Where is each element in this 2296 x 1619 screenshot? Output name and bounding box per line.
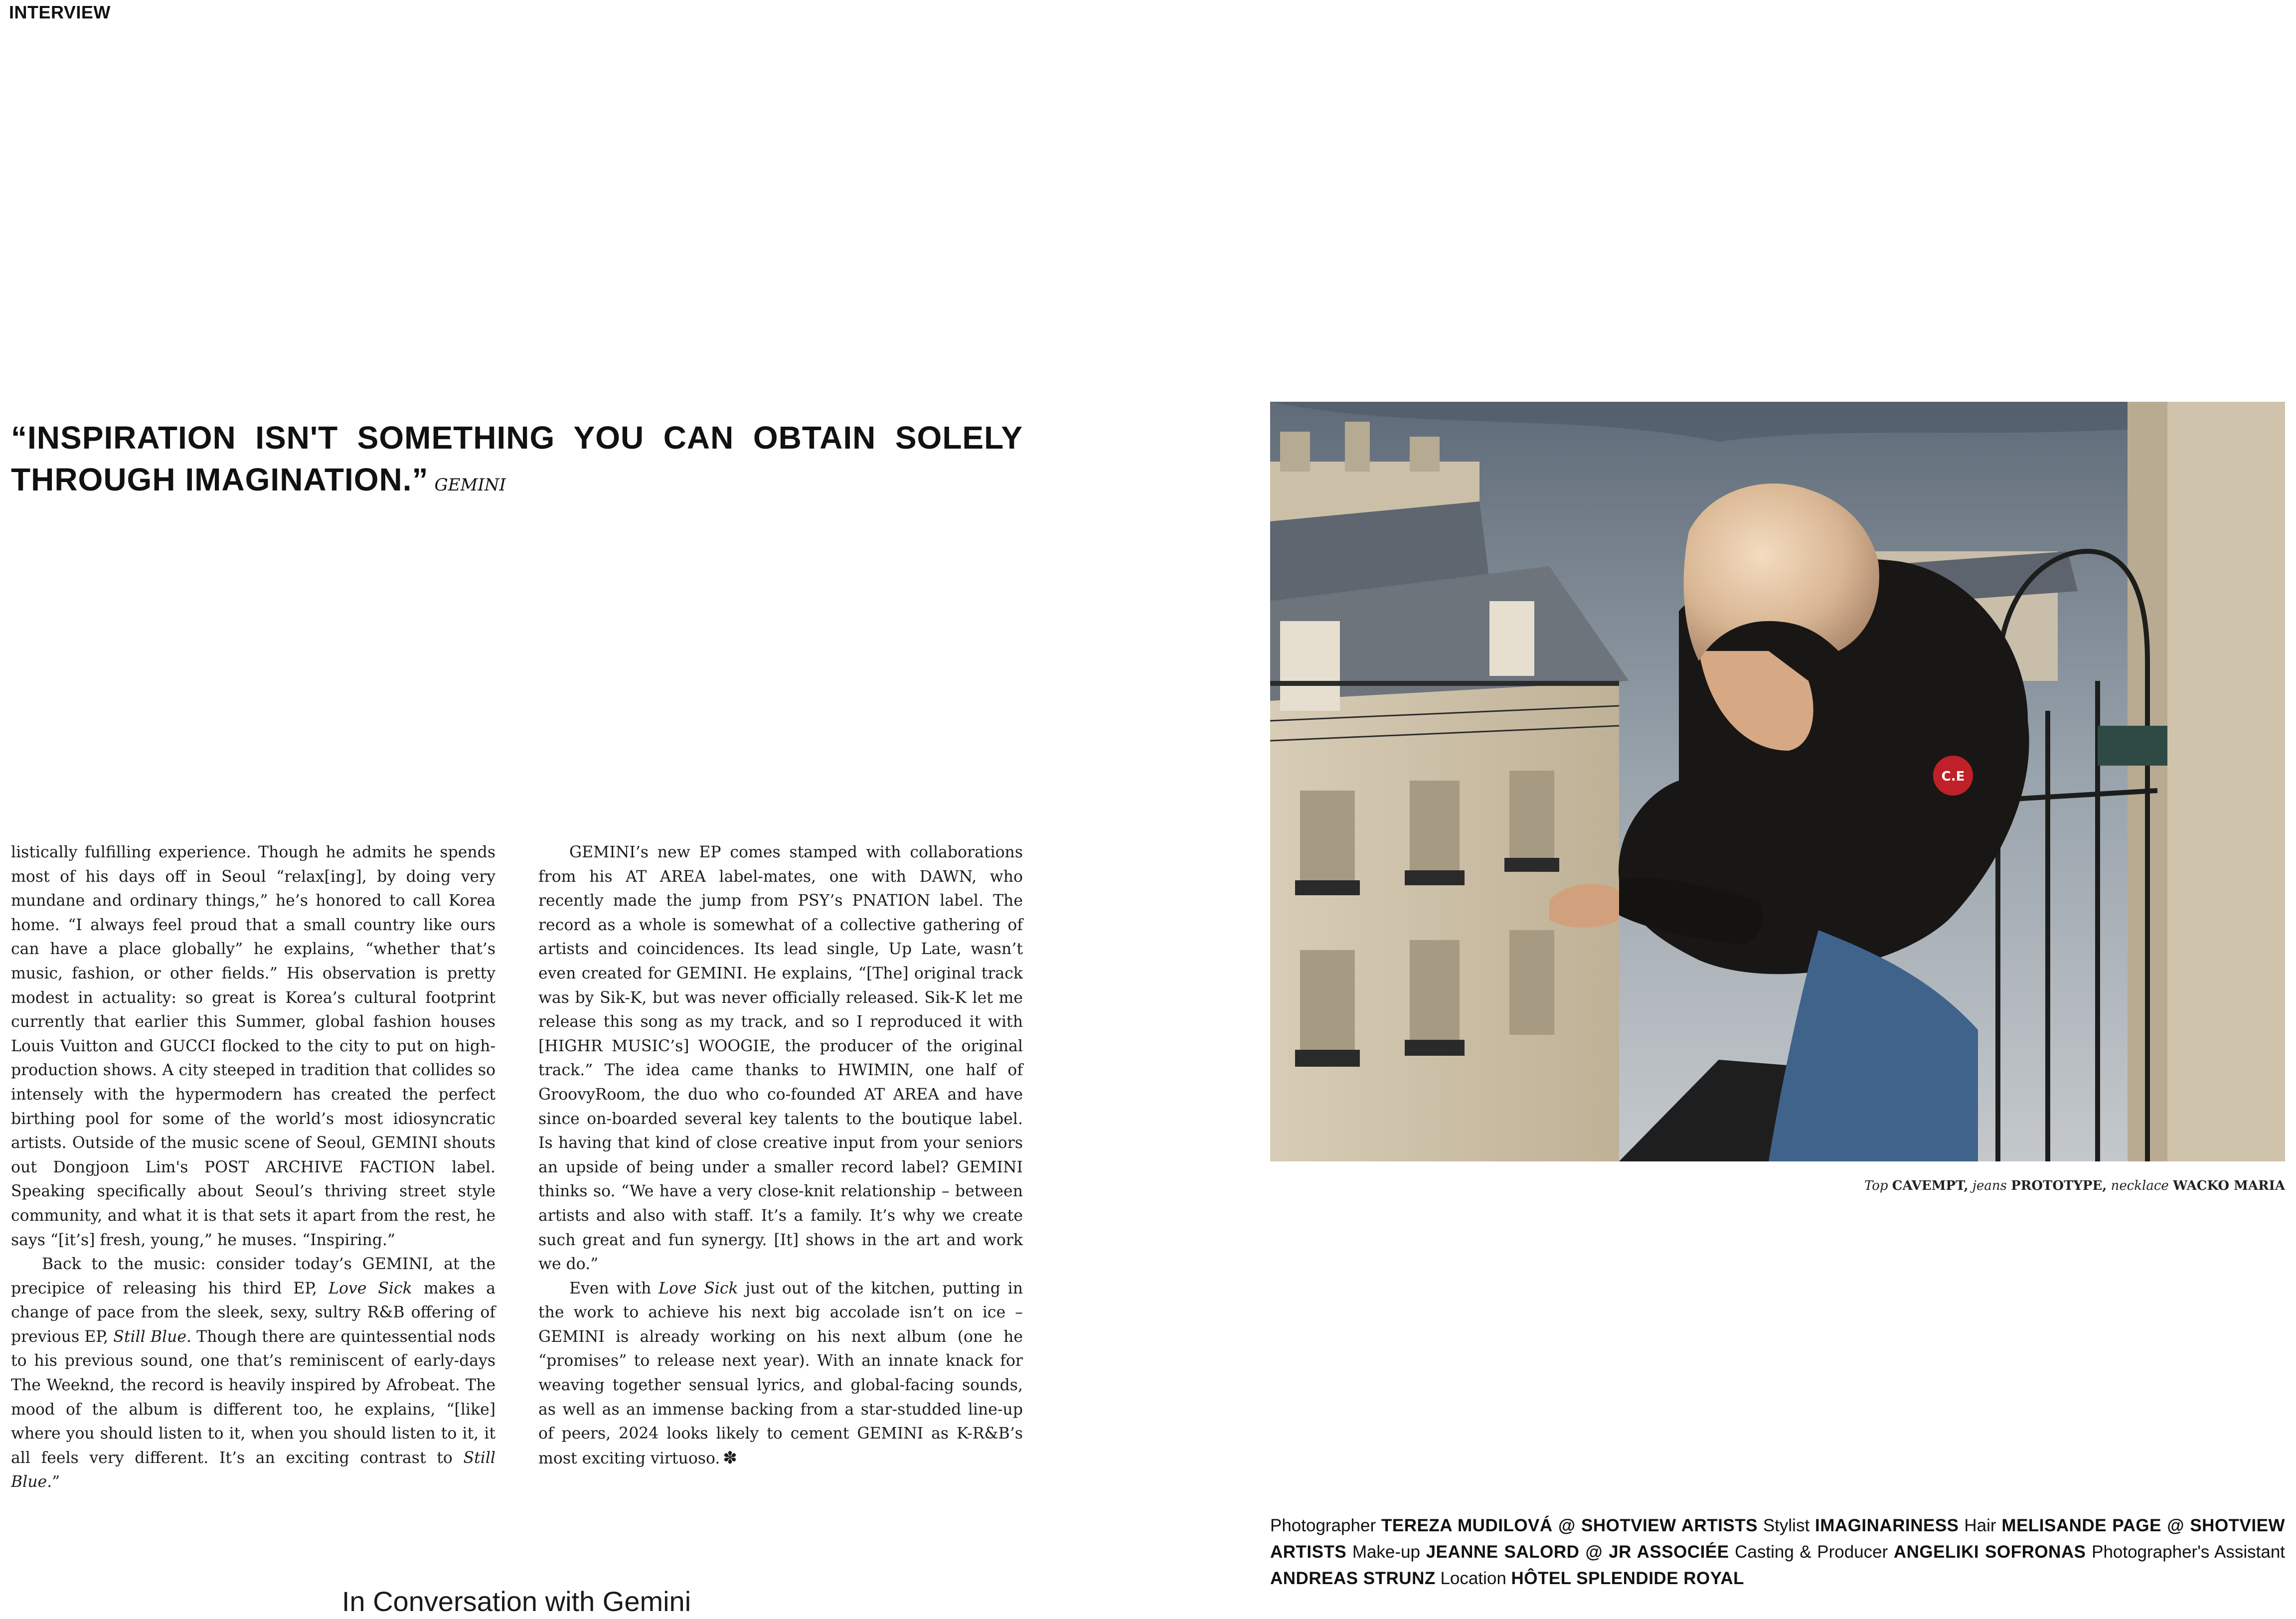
- article-paragraph: GEMINI’s new EP comes stamped with collaborations from his AT AREA label-mates, one with DAWN, who recently made the jump from PSY’s PNATION label. The record as a whole is somewhat of a collective gathering of artists and coincidences. Its lead single, Up Late, wasn’t even created for GEMINI. He explains, “[The] original track was by Sik-K, but was never officially released. Sik-K let me release this song as my track, and so I reproduced it with [HIGHR MUSIC’s] WOOGIE, the producer of the original track.” The idea came thanks to HWIMIN, one half of GroovyRoom, the duo who co-founded AT AREA and have since on-boarded several key talents to the boutique label. Is having that kind of close creative input from your seniors an upside of being under a smaller record label? GEMINI thinks so. “We have a very close-knit relationship – between artists and also with staff. It’s a family. It’s why we create such great and fun synergy. [It] shows in the art and work we do.”: [538, 843, 1023, 1274]
- portrait-photo: [1270, 402, 2285, 1161]
- footer-title: In Conversation with Gemini: [341, 1586, 691, 1617]
- photo-illustration: [1270, 402, 2285, 1161]
- article-paragraph: listically fulfilling experience. Though he admits he spends most of his days off in Seoul “relax[ing], by doing very mundane and ordinary things,” he’s honored to call Korea home. “I always feel proud that a small country like ours can have a place globally” he explains, “whether that’s music, fashion, or other fields.” His observation is pretty modest in actuality: so great is Korea’s cultural footprint currently that earlier this Summer, global fashion houses Louis Vuitton and GUCCI flocked to the city to put on high-production shows. A city steeped in tradition that collides so intensely with the hypermodern has created the perfect birthing pool for some of the world’s most idiosyncratic artists. Outside of the music scene of Seoul, GEMINI shouts out Dongjoon Lim's POST ARCHIVE FACTION label. Speaking specifically about Seoul’s thriving street style community, and what it is that sets it apart from the rest, he says “[it’s] fresh, young,” he muses. “Inspiring.”: [11, 843, 495, 1249]
- sleeve-patch-text: C.E: [1941, 769, 1965, 784]
- section-label: INTERVIEW: [9, 2, 111, 22]
- article-paragraph: Back to the music: consider today’s GEMINI, at the precipice of releasing his third EP, Love Sick makes a change of pace from the sleek, sexy, sultry R&B offering of previous EP, Still Blue. Though there are quintessential nods to his previous sound, one that’s reminiscent of early-days The Weeknd, the record is heavily inspired by Afrobeat. The mood of the album is different too, he explains, “[like] where you should listen to it, when you should listen to it, it all feels very different. It’s an exciting contrast to Still Blue.”: [11, 1255, 496, 1491]
- end-mark-icon: ✽: [723, 1448, 737, 1468]
- article-column-left: [11, 840, 495, 1494]
- photo-credits: Photographer TEREZA MUDILOVÁ @ SHOTVIEW ARTISTS Stylist IMAGINARINESS Hair MELISANDE PAGE @ SHOTVIEW ARTISTS Make-up JEANNE SALORD @ JR ASSOCIÉE Casting & Producer ANGELIKI SOFRONAS Photographer's Assistant ANDREAS STRUNZ Location HÔTEL SPLENDIDE ROYAL: [1270, 1516, 2286, 1588]
- photo-caption: Top CAVEMPT, jeans PROTOTYPE, necklace WACKO MARIA: [1864, 1178, 2285, 1193]
- pull-quote-text: “INSPIRATION ISN'T SOMETHING YOU CAN OBTAIN SOLELY THROUGH IMAGINATION.”: [11, 420, 1023, 497]
- article-column-right: [538, 840, 1023, 1470]
- pull-quote-attribution: GEMINI: [434, 475, 506, 495]
- pull-quote: [11, 417, 1023, 506]
- article-paragraph: Even with Love Sick just out of the kitchen, putting in the work to achieve his next big accolade isn’t on ice – GEMINI is already working on his next album (one he “promises” to release next year). With an innate knack for weaving together sensual lyrics, and global-facing sounds, as well as an immense backing from a star-studded line-up of peers, 2024 looks likely to cement GEMINI as K-R&B’s most exciting virtuoso. ✽: [538, 1279, 1023, 1468]
